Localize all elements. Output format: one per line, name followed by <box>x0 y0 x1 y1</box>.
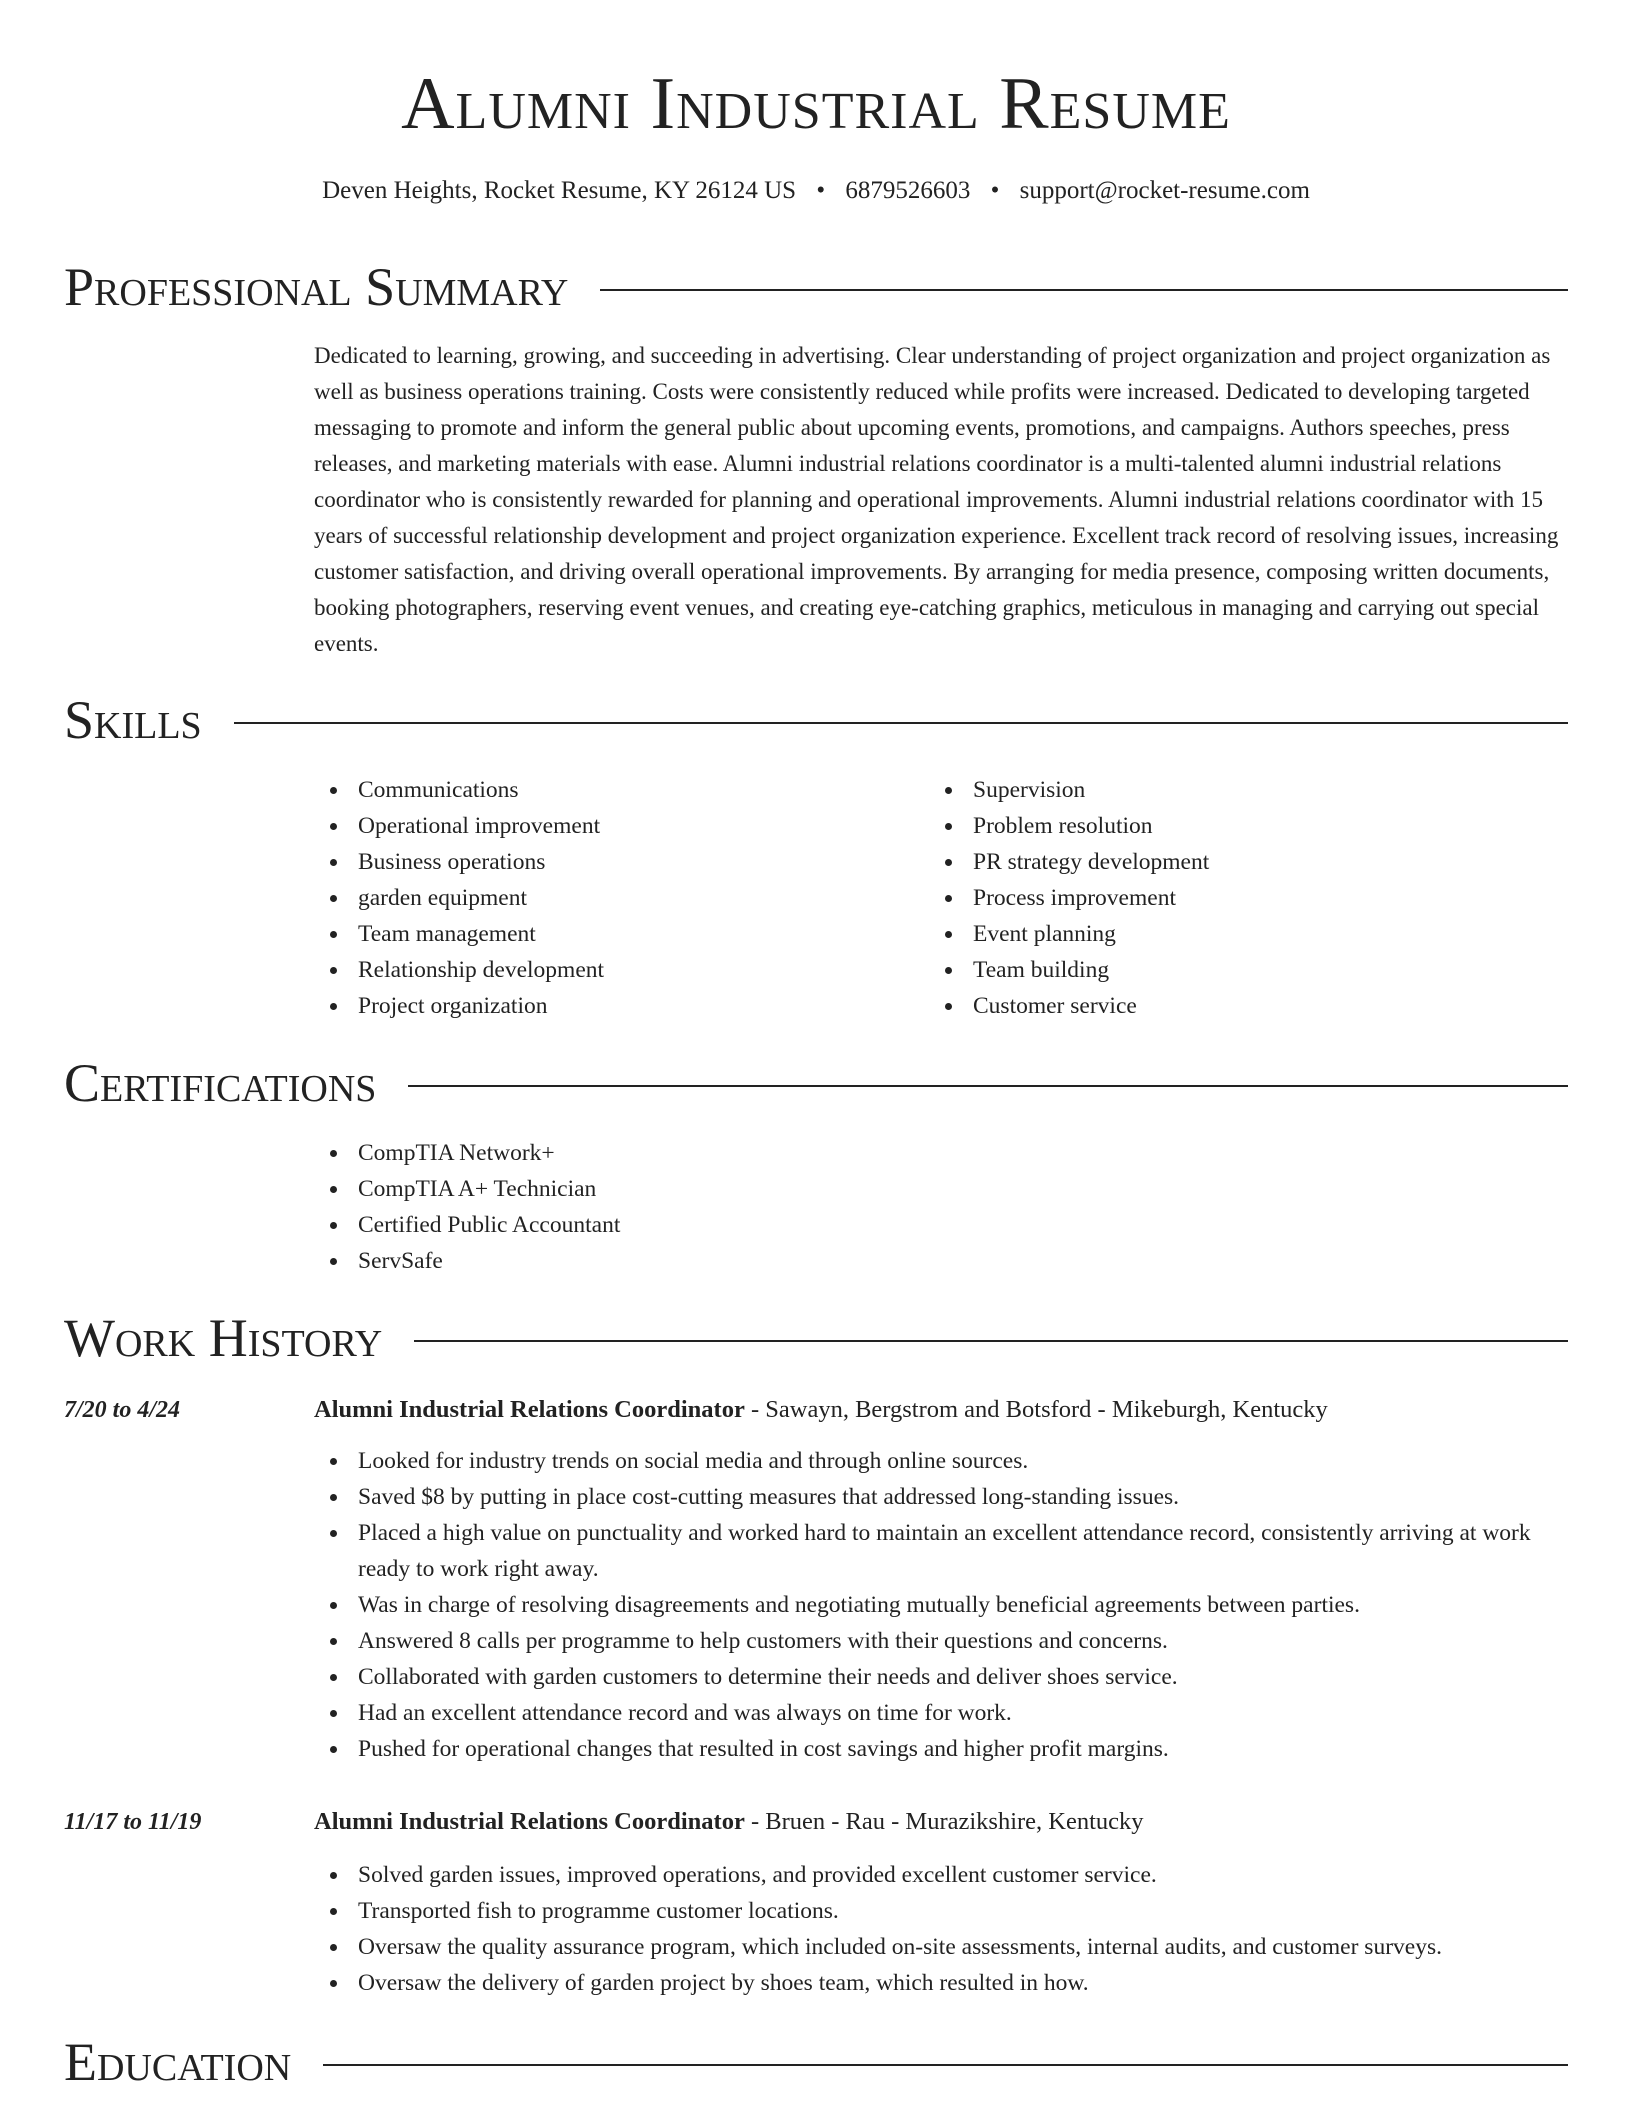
certification-item: Certified Public Accountant <box>314 1207 1214 1243</box>
certifications-list <box>314 1135 1214 1279</box>
certifications-section-header <box>64 1053 1568 1113</box>
skill-item: PR strategy development <box>929 844 1509 880</box>
skill-item: Process improvement <box>929 880 1509 916</box>
certification-item: ServSafe <box>314 1243 1214 1279</box>
skills-section-header <box>64 690 1568 750</box>
skill-item: Communications <box>314 772 894 808</box>
section-divider <box>414 1340 1568 1342</box>
summary-section-header <box>64 257 1568 317</box>
job-employer-location: - Sawayn, Bergstrom and Botsford - Mikeburgh, Kentucky <box>744 1396 1328 1423</box>
job-bullet: Answered 8 calls per programme to help customers with their questions and concerns. <box>314 1623 1574 1659</box>
section-divider <box>323 2064 1568 2066</box>
contact-separator: • <box>816 177 826 204</box>
skills-section-title: Skills <box>64 690 202 750</box>
job-title: Alumni Industrial Relations Coordinator <box>314 1808 745 1835</box>
job-bullet: Transported fish to programme customer locations. <box>314 1893 1574 1929</box>
skill-item: Customer service <box>929 988 1509 1024</box>
job-bullet: Placed a high value on punctuality and worked hard to maintain an excellent attendance record, consistently arriving at work ready to work right away. <box>314 1515 1574 1587</box>
job-dates: 7/20 to 4/24 <box>64 1397 181 1423</box>
skill-item: Supervision <box>929 772 1509 808</box>
education-section-header <box>64 2032 1568 2092</box>
contact-phone: 6879526603 <box>845 177 971 204</box>
contact-separator: • <box>990 177 1000 204</box>
job-bullet: Saved $8 by putting in place cost-cutting measures that addressed long-standing issues. <box>314 1479 1574 1515</box>
certifications-section-title: Certifications <box>64 1053 377 1113</box>
job-employer-location: - Bruen - Rau - Murazikshire, Kentucky <box>744 1808 1144 1835</box>
skill-item: Event planning <box>929 916 1509 952</box>
job-bullet: Collaborated with garden customers to determine their needs and deliver shoes service. <box>314 1659 1574 1695</box>
job-dates: 11/17 to 11/19 <box>64 1809 202 1835</box>
skills-list-right <box>929 772 1509 1024</box>
resume-name: Alumni Industrial Resume <box>401 63 1231 145</box>
skill-item: Relationship development <box>314 952 894 988</box>
skill-item: Operational improvement <box>314 808 894 844</box>
contact-address: Deven Heights, Rocket Resume, KY 26124 US <box>322 177 797 204</box>
work-section-header <box>64 1308 1568 1368</box>
job-bullet: Solved garden issues, improved operations, and provided excellent customer service. <box>314 1857 1574 1893</box>
certification-item: CompTIA Network+ <box>314 1135 1214 1171</box>
section-divider <box>600 289 1568 291</box>
job-bullet: Looked for industry trends on social media and through online sources. <box>314 1443 1574 1479</box>
work-section-title: Work History <box>64 1308 383 1368</box>
certification-item: CompTIA A+ Technician <box>314 1171 1214 1207</box>
section-divider <box>234 722 1568 724</box>
job-title: Alumni Industrial Relations Coordinator <box>314 1396 745 1423</box>
contact-email: support@rocket-resume.com <box>1019 177 1310 204</box>
section-divider <box>408 1085 1568 1087</box>
skill-item: Project organization <box>314 988 894 1024</box>
job-bullets <box>314 1857 1574 2001</box>
summary-text: Dedicated to learning, growing, and succeeding in advertising. Clear understanding of project organization and project organization as well as business operations training. Costs were consistently reduced while profits were increased. Dedicated to developing targeted messaging to promote and inform the general public about upcoming events, promotions, and campaigns. Authors speeches, press releases, and marketing materials with ease. Alumni industrial relations coordinator is a multi-talented alumni industrial relations coordinator who is consistently rewarded for planning and operational improvements. Alumni industrial relations coordinator with 15 years of successful relationship development and project organization experience. Excellent track record of resolving issues, increasing customer satisfaction, and driving overall operational improvements. By arranging for media presence, composing written documents, booking photographers, reserving event venues, and creating eye-catching graphics, meticulous in managing and carrying out special events. <box>314 343 1559 656</box>
job-bullets <box>314 1443 1574 1767</box>
education-section-title: Education <box>64 2032 292 2092</box>
skills-list-left <box>314 772 894 1024</box>
job-heading <box>314 1392 1574 1428</box>
skill-item: garden equipment <box>314 880 894 916</box>
summary-section-title: Professional Summary <box>64 257 569 317</box>
skill-item: Team management <box>314 916 894 952</box>
job-bullet: Oversaw the delivery of garden project by shoes team, which resulted in how. <box>314 1965 1574 2001</box>
job-heading <box>314 1804 1574 1840</box>
skill-item: Business operations <box>314 844 894 880</box>
job-bullet: Oversaw the quality assurance program, which included on-site assessments, internal audits, and customer surveys. <box>314 1929 1574 1965</box>
skill-item: Team building <box>929 952 1509 988</box>
skill-item: Problem resolution <box>929 808 1509 844</box>
job-bullet: Had an excellent attendance record and was always on time for work. <box>314 1695 1574 1731</box>
job-bullet: Pushed for operational changes that resulted in cost savings and higher profit margins. <box>314 1731 1574 1767</box>
job-bullet: Was in charge of resolving disagreements and negotiating mutually beneficial agreements between parties. <box>314 1587 1574 1623</box>
contact-line <box>0 175 1632 207</box>
